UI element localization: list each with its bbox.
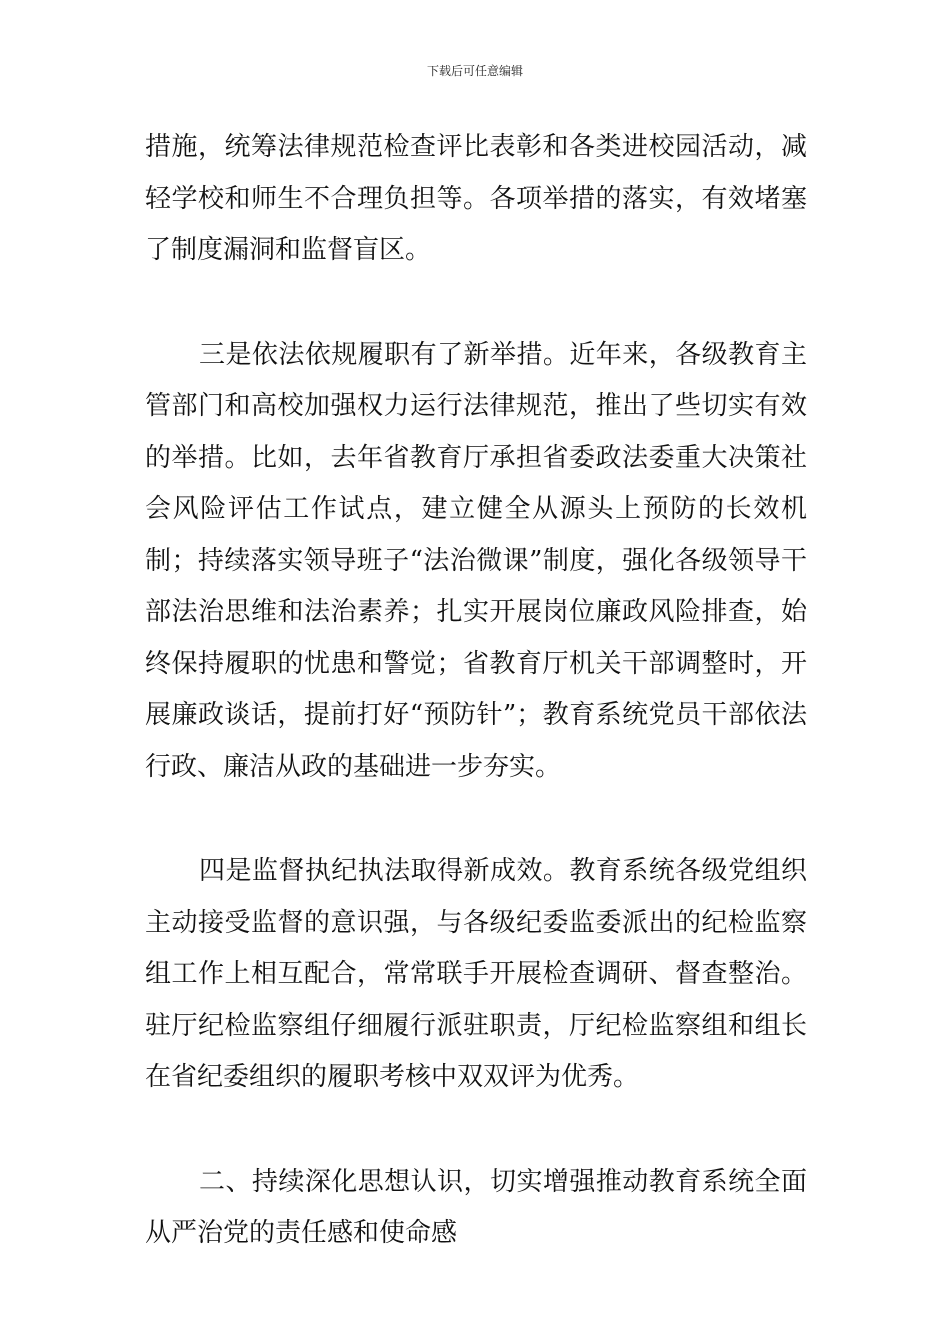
- paragraph-gap: [145, 1104, 807, 1157]
- paragraph-gap: [145, 793, 807, 846]
- document-body: [145, 122, 807, 1260]
- paragraph-continuation: 措施，统筹法律规范检查评比表彰和各类进校园活动，减轻学校和师生不合理负担等。各项举措的落实，有效堵塞了制度漏洞和监督盲区。: [145, 132, 807, 265]
- paragraph-third-point: 三是依法依规履职有了新举措。近年来，各级教育主管部门和高校加强权力运行法律规范，推出了些切实有效的举措。比如，去年省教育厅承担省委政法委重大决策社会风险评估工作试点，建立健全从源头上预防的长效机制；持续落实领导班子“法治微课”制度，强化各级领导干部法治思维和法治素养；扎实开展岗位廉政风险排查，始终保持履职的忧患和警觉；省教育厅机关干部调整时，开展廉政谈话，提前打好“预防针”；教育系统党员干部依法行政、廉洁从政的基础进一步夯实。: [145, 339, 807, 782]
- paragraph-fourth-point: 四是监督执纪执法取得新成效。教育系统各级党组织主动接受监督的意识强，与各级纪委监委派出的纪检监察组工作上相互配合，常常联手开展检查调研、督查整治。驻厅纪检监察组仔细履行派驻职责，厅纪检监察组和组长在省纪委组织的履职考核中双双评为优秀。: [145, 856, 807, 1092]
- page-header: 下载后可任意编辑: [426, 64, 523, 78]
- paragraph-gap: [145, 277, 807, 330]
- section-heading-two: 二、持续深化思想认识，切实增强推动教育系统全面从严治党的责任感和使命感: [145, 1166, 807, 1248]
